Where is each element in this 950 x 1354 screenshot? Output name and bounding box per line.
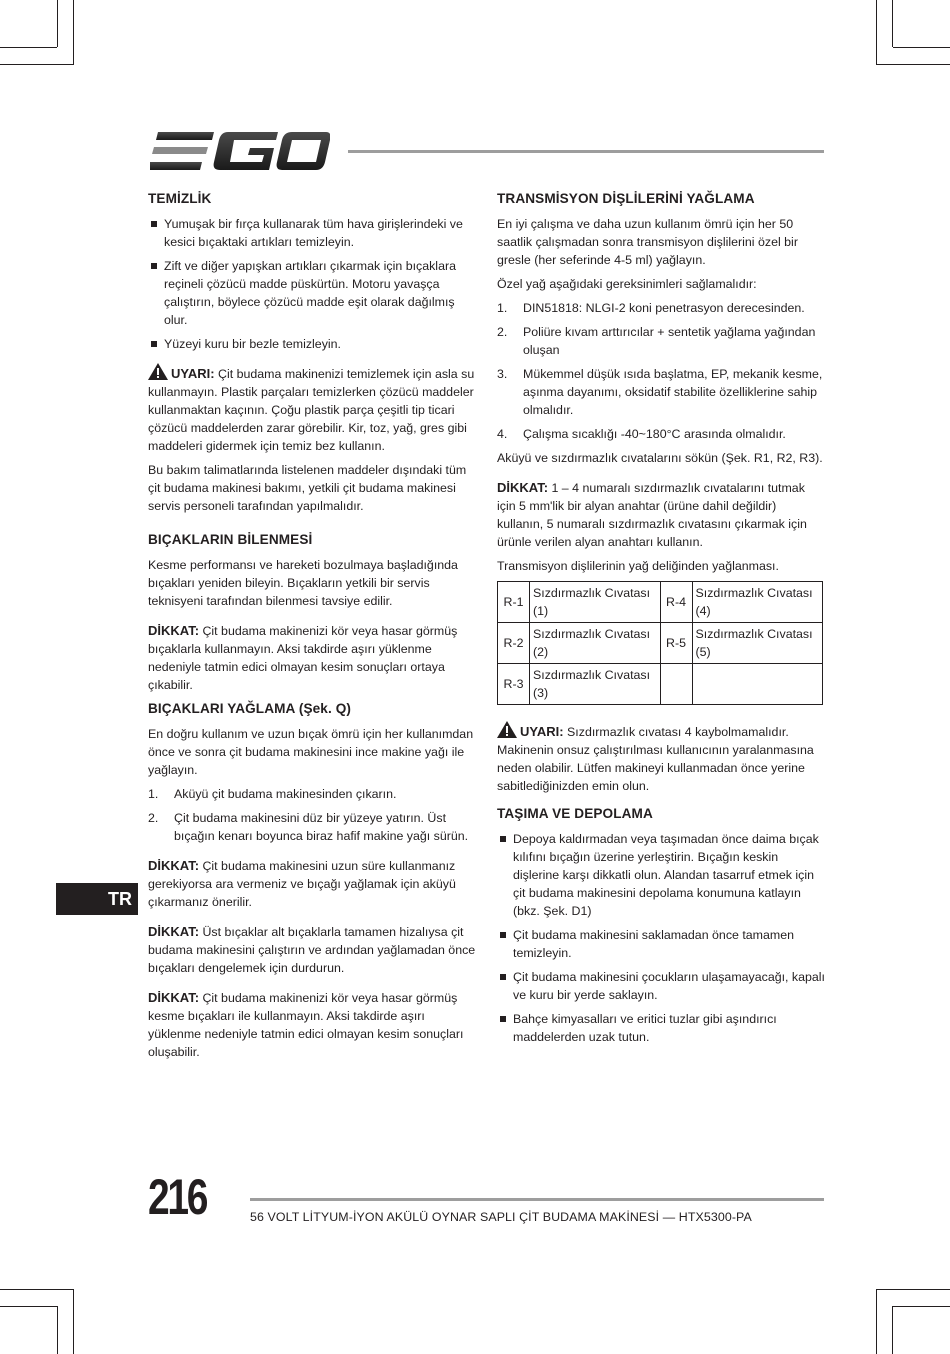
crop-mark (73, 0, 74, 65)
caution-text: Çit budama makinenizi kör veya hasar görmüş bıçaklarla kullanmayın. Aksi takdirde aşırı yüklenme nedeniyle tatmin edici olmayan kesim sonuçları ortaya çıkabilir. (148, 624, 458, 692)
crop-mark (892, 1306, 893, 1354)
crop-mark (57, 0, 58, 47)
warning-label: UYARI: (520, 724, 564, 739)
caution-text: 1 – 4 numaralı sızdırmazlık cıvatalarını tutmak için 5 mm'lik bir alyan anahtar (ürüne dahil değildir) kullanın, 5 numaralı sızdırmazlık cıvatasını çıkarmak için ürünle verilen alyan anahtarı kullanın. (497, 481, 807, 549)
cleaning-heading: TEMİZLİK (148, 191, 212, 206)
list-item: Yüzeyi kuru bir bezle temizleyin. (148, 335, 476, 353)
crop-mark (893, 47, 950, 48)
sharpening-caution (148, 622, 476, 694)
transmission-heading: TRANSMİSYON DİŞLİLERİNİ YAĞLAMA (497, 191, 755, 206)
header-rule (348, 150, 824, 153)
lubrication-heading: BIÇAKLARI YAĞLAMA (Şek. Q) (148, 701, 352, 716)
list-item: 4. Çalışma sıcaklığı -40~180°C arasında olmalıdır. (497, 427, 786, 441)
warning-icon (148, 363, 168, 380)
table-row: R-1 Sızdırmazlık Cıvatası (1) R-4 Sızdırmazlık Cıvatası (4) (498, 582, 823, 623)
cleaning-warning (148, 363, 476, 455)
sharpening-heading: BIÇAKLARIN BİLENMESİ (148, 532, 313, 547)
storage-heading: TAŞIMA VE DEPOLAMA (497, 806, 653, 821)
transmission-caution (497, 479, 825, 551)
right-column (497, 190, 825, 1052)
crop-mark (876, 0, 877, 65)
lubrication-steps (148, 785, 476, 845)
left-column (148, 190, 476, 1067)
transmission-intro: En iyi çalışma ve daha uzun kullanım ömrü için her 50 saatlik çalışmadan sonra transmisyon dişlilerini özel bir gresle (her seferinde 4-5 ml) yağlayın. (497, 217, 798, 267)
cleaning-list (148, 215, 476, 353)
language-tab: TR (56, 883, 138, 915)
transmission-warning (497, 721, 825, 795)
lubrication-intro: En doğru kullanım ve uzun bıçak ömrü için her kullanımdan önce ve sonra çit budama makinesini ince makine yağı ile yağlayın. (148, 727, 474, 777)
list-item: 3. Mükemmel düşük ısıda başlatma, EP, mekanik kesme, aşınma dayanımı, oksidatif stabilite özelliklerine sahip olmalıdır. (497, 367, 823, 417)
crop-mark (57, 1306, 58, 1354)
crop-mark (0, 64, 74, 65)
crop-mark (0, 1289, 74, 1290)
lubrication-caution: DİKKAT: Çit budama makinenizi kör veya hasar görmüş kesme bıçakları ile kullanmayın. Aksi takdirde aşırı yüklenme nedeniyle tatmin edici olmayan kesim sonuçları oluşabilir. (148, 990, 464, 1059)
list-item: Çit budama makinesini saklamadan önce tamamen temizleyin. (497, 926, 825, 962)
requirements-intro: Özel yağ aşağıdaki gereksinimleri sağlamalıdır: (497, 277, 757, 291)
page-number: 216 (148, 1169, 207, 1225)
lubrication-caution: DİKKAT: Üst bıçaklar alt bıçaklarla tamamen hizalıysa çit budama makinesini çalıştırın ve ardından yağlamadan önce bıçakları dengelemek için durdurun. (148, 924, 476, 975)
warning-text: Çit budama makinenizi temizlemek için asla su kullanmayın. Plastik parçaları temizlerken çözücü maddeler kullanmaktan kaçının. Çoğu plastik parça çeşitli tip ticari çözücü maddelerden zarar görebilir. Kir, toz, yağ, gres gibi maddeleri gidermek için temiz bez kullanın. (148, 367, 475, 453)
table-caption: Transmisyon dişlilerinin yağ deliğinden yağlanması. (497, 559, 779, 573)
list-item: Çit budama makinesini çocukların ulaşamayacağı, kapalı ve kuru bir yerde saklayın. (497, 968, 825, 1004)
footer-rule (250, 1198, 824, 1201)
list-item: 1. DIN51818: NLGI-2 koni penetrasyon derecesinden. (497, 301, 805, 315)
crop-mark (876, 1289, 950, 1290)
crop-mark (0, 1306, 57, 1307)
list-item: Bahçe kimyasalları ve eritici tuzlar gibi aşındırıcı maddelerden uzak tutun. (497, 1010, 825, 1046)
lubrication-caution: DİKKAT: Çit budama makinesini uzun süre kullanmanız gerekiyorsa ara vermeniz ve bıçağı yağlamak için aküyü çıkarmanız önerilir. (148, 858, 456, 909)
storage-list (497, 830, 825, 1046)
remove-bolts-text: Aküyü ve sızdırmazlık cıvatalarını sökün (Şek. R1, R2, R3). (497, 451, 823, 465)
warning-icon (497, 721, 517, 738)
list-item: Zift ve diğer yapışkan artıkları çıkarmak için bıçaklara reçineli çözücü madde püskürtün. Motoru yavaşça çalıştırın, böylece çözücü madde eşit olarak dağılmış olur. (148, 257, 476, 329)
requirements-list (497, 299, 825, 443)
sharpening-text: Kesme performansı ve hareketi bozulmaya başladığında bıçakları yeniden bileyin. Bıçakların yetkili bir servis teknisyeni tarafından bilenmesi tavsiye edilir. (148, 558, 458, 608)
table-row: R-3 Sızdırmazlık Cıvatası (3) (498, 664, 823, 705)
warning-label: UYARI: (171, 366, 215, 381)
footer-text: 56 VOLT LİTYUM-İYON AKÜLÜ OYNAR SAPLI ÇİT BUDAMA MAKİNESİ — HTX5300-PA (250, 1210, 752, 1224)
table-row: R-2 Sızdırmazlık Cıvatası (2) R-5 Sızdırmazlık Cıvatası (5) (498, 623, 823, 664)
caution-label: DİKKAT: (497, 480, 549, 495)
list-item: 2. Poliüre kıvam arttırıcılar + sentetik yağlama yağından oluşan (497, 325, 816, 357)
warning-text: Sızdırmazlık cıvatası 4 kaybolmamalıdır. Makinenin onsuz çalıştırılması kullanıcının yaralanmasına neden olabilir. Lütfen makineyi kullanmadan önce yerine sabitlediğinizden emin olun. (497, 725, 814, 793)
list-item: Yumuşak bir fırça kullanarak tüm hava girişlerindeki ve kesici bıçaktaki artıkları temizleyin. (148, 215, 476, 251)
list-item: Depoya kaldırmadan veya taşımadan önce daima bıçak kılıfını bıçağın üzerine yerleştirin. Bıçağın keskin dişlerine karşı dikkatli olun. Alandan tasarruf etmek için çit budama makinesini depolama konumuna katlayın (bkz. Şek. D1) (497, 830, 825, 920)
crop-mark (876, 1289, 877, 1354)
caution-label: DİKKAT: (148, 623, 200, 638)
crop-mark (876, 64, 950, 65)
seal-bolt-table (497, 581, 823, 705)
list-item: 2. Çit budama makinesini düz bir yüzeye yatırın. Üst bıçağın kenarı boyunca biraz hafif makine yağı sürün. (148, 811, 469, 843)
crop-mark (0, 47, 57, 48)
ego-logo (150, 132, 330, 170)
crop-mark (893, 1306, 950, 1307)
crop-mark (892, 0, 893, 47)
list-item: 1. Aküyü çit budama makinesinden çıkarın. (148, 787, 397, 801)
crop-mark (73, 1289, 74, 1354)
cleaning-note: Bu bakım talimatlarında listelenen maddeler dışındaki tüm çit budama makinesi bakımı, yetkili çit budama makinesi servis personeli tarafından yapılmalıdır. (148, 463, 467, 513)
